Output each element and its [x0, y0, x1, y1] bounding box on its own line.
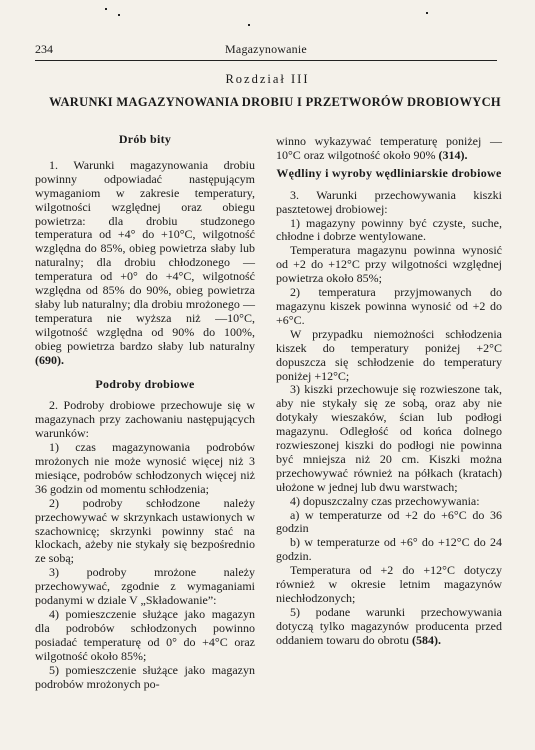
scan-speck — [118, 14, 120, 16]
paragraph: Temperatura od +2 do +12°C dotyczy również w okresie letnim magazynów niechłodzonych; — [276, 563, 502, 605]
chapter-label: Rozdział III — [225, 72, 310, 86]
paragraph: 3) kiszki przechowuje się rozwieszone tak, aby nie stykały się ze sobą, oraz aby nie dotykały wieszaków, ścian lub podłogi magazynu. Odległość od końca dolnego rozwieszonej kiszki do podłogi nie powinna być mniejsza niż 20 cm. Kiszki można przechowywać również na półkach (kratach) ułożone w jednej lub dwu warstwach; — [276, 382, 502, 494]
chapter-title: WARUNKI MAGAZYNOWANIA DROBIU I PRZETWORÓW DROBIOWYCH — [49, 95, 501, 109]
section-heading-wedliny: Wędliny i wyroby wędliniarskie drobiowe — [276, 165, 502, 180]
paragraph: Temperatura magazynu powinna wynosić od +2 do +12°C przy wilgotności względnej powietrza około 85%; — [276, 243, 502, 286]
scan-speck — [105, 8, 107, 10]
page-number: 234 — [35, 42, 53, 56]
paragraph-text: 5) podane warunki przechowywania dotyczą tylko magazynów producenta przed oddaniem towaru do obrotu — [276, 604, 502, 647]
reference-number: (314). — [438, 147, 468, 162]
paragraph — [276, 606, 502, 648]
paragraph: a) w temperaturze od +2 do +6°C do 36 godzin — [276, 507, 502, 536]
paragraph-text: winno wykazywać temperaturę poniżej —10°C oraz wilgotność około 90% — [276, 134, 502, 162]
paragraph: 2) temperatura przyjmowanych do magazynu kiszek powinna wynosić od +2 do +6°C. — [276, 285, 502, 327]
paragraph: 4) dopuszczalny czas przechowywania: — [290, 493, 480, 508]
reference-number: (690). — [35, 352, 64, 367]
right-column — [276, 135, 502, 648]
running-header — [35, 40, 497, 61]
paragraph: 5) pomieszczenie służące jako magazyn podrobów mrożonych po- — [35, 662, 255, 691]
left-column — [35, 133, 255, 691]
paragraph: 3) podroby mrożone należy przechowywać, zgodnie z wymaganiami podanymi w dziale V „Składowanie”: — [35, 565, 255, 608]
paragraph-text: 1. Warunki magazynowania drobiu powinny odpowiadać następującym wymaganiom w zakresie temperatury, wilgotności względnej oraz obiegu powietrza: dla drobiu studzonego temperatura od +4° do +10°C, wilgotność względna do 85%, obieg powietrza słaby lub naturalny; dla drobiu chłodzonego — temperatura od +0° do +4°C, wilgotność względna od 85% do 90%, obieg powietrza słaby lub naturalny; dla drobiu mrożonego — temperatura nie wyższa niż —10°C, wilgotność względna od 90% do 100%, obieg powietrza bardzo słaby lub naturalny — [35, 157, 255, 353]
paragraph — [35, 159, 255, 368]
paragraph: b) w temperaturze od +6° do +12°C do 24 godzin. — [276, 535, 502, 564]
paragraph: 2) podroby schłodzone należy przechowywać w skrzynkach ustawionych w szachownicę; skrzynki powinny stać na klockach, ażeby nie stykały się bezpośrednio ze sobą; — [35, 495, 255, 566]
paragraph: W przypadku niemożności schłodzenia kiszek do temperatury poniżej +2°C dopuszcza się schłodzenie do temperatury poniżej +12°C; — [276, 326, 502, 383]
paragraph: 4) pomieszczenie służące jako magazyn dla podrobów schłodzonych powinno posiadać temperaturę od 0° do +4°C oraz wilgotność około 85%; — [35, 607, 255, 663]
paragraph: 3. Warunki przechowywania kiszki pasztetowej drobiowej: — [276, 187, 502, 216]
paragraph: 2. Podroby drobiowe przechowuje się w magazynach przy zachowaniu następujących warunków: — [35, 398, 255, 441]
section-heading-drob-bity: Drób bity — [118, 132, 172, 146]
section-heading-podroby: Podroby drobiowe — [95, 376, 195, 391]
paragraph — [276, 135, 502, 163]
paragraph: 1) czas magazynowania podrobów mrożonych nie może wynosić więcej niż 3 miesiące, podrobów schłodzonych więcej niż 36 godzin od momentu schłodzenia; — [35, 440, 255, 496]
running-title: Magazynowanie — [225, 42, 307, 56]
scan-speck — [248, 24, 250, 26]
scan-speck — [426, 12, 428, 14]
paragraph: 1) magazyny powinny być czyste, suche, chłodne i dobrze wentylowane. — [276, 215, 502, 244]
reference-number: (584). — [411, 632, 441, 647]
